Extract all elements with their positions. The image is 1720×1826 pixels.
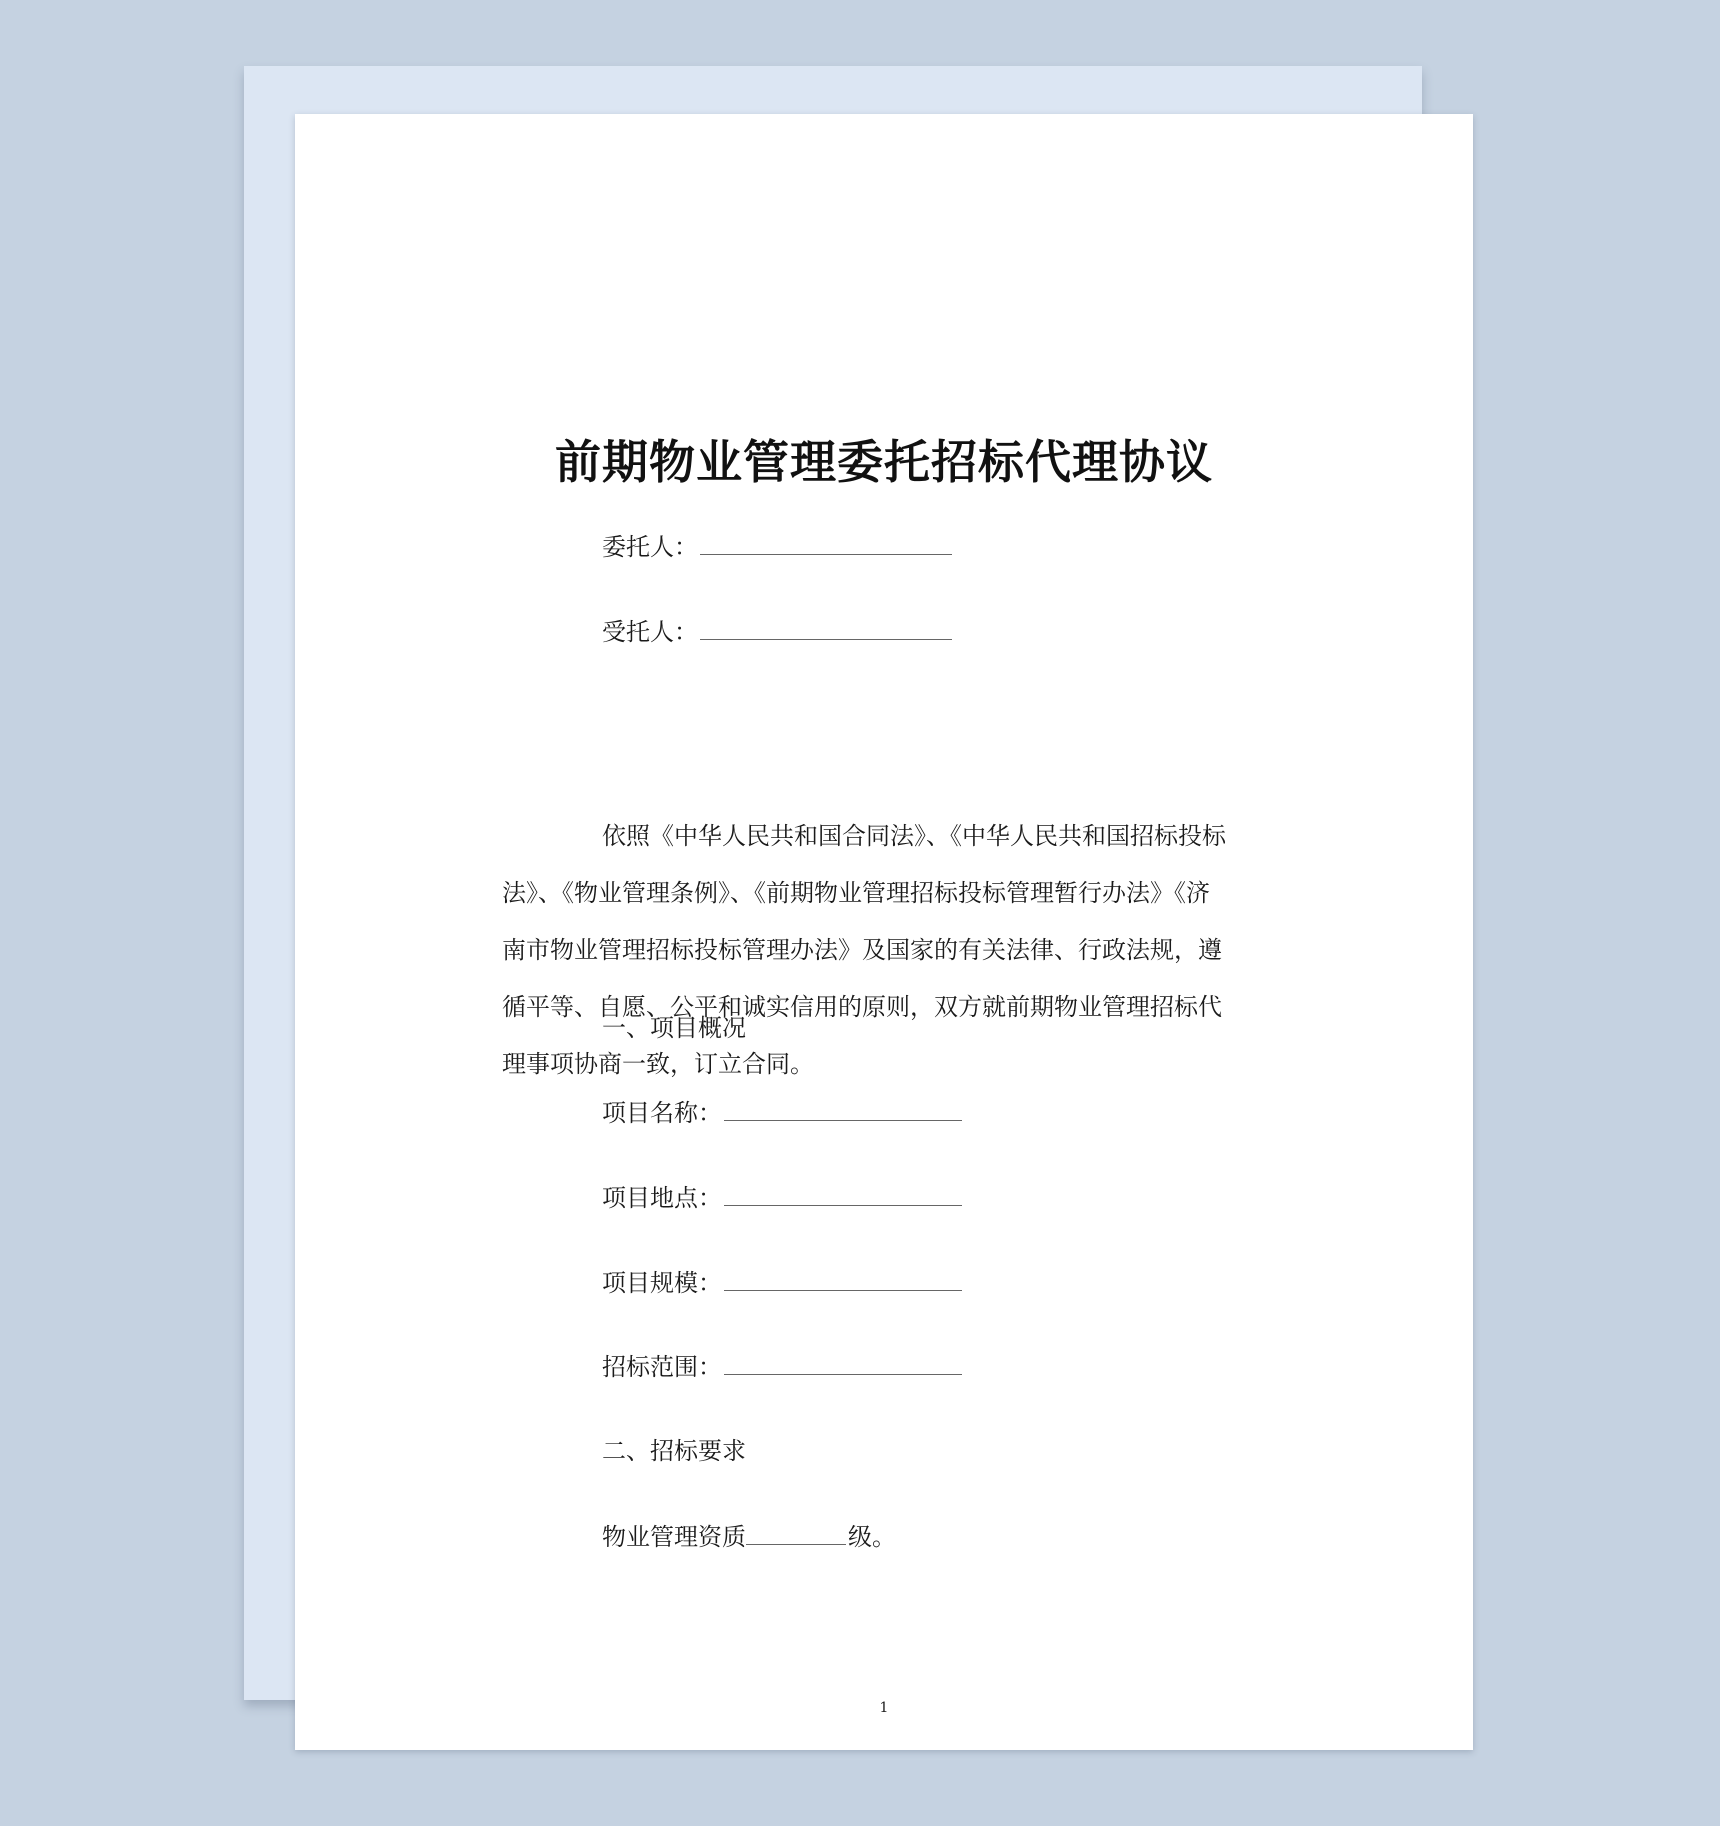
- intro-paragraph: [502, 808, 1262, 1093]
- tender-scope-label: 招标范围：: [602, 1353, 722, 1381]
- qualification-line: [602, 1520, 896, 1553]
- principal-line: [602, 530, 952, 563]
- project-name-blank[interactable]: [724, 1096, 962, 1121]
- project-name-label: 项目名称：: [602, 1099, 722, 1127]
- project-scale-blank[interactable]: [724, 1266, 962, 1291]
- document-title: 前期物业管理委托招标代理协议: [555, 435, 1213, 489]
- project-scale-line: [602, 1266, 962, 1299]
- intro-line: 南市物业管理招标投标管理办法》及国家的有关法律、行政法规，遵: [502, 936, 1222, 964]
- project-scale-label: 项目规模：: [602, 1269, 722, 1297]
- intro-line: 循平等、自愿、公平和诚实信用的原则，双方就前期物业管理招标代: [502, 993, 1222, 1021]
- project-location-label: 项目地点：: [602, 1184, 722, 1212]
- qualification-prefix: 物业管理资质: [602, 1523, 746, 1551]
- tender-scope-blank[interactable]: [724, 1350, 962, 1375]
- intro-line: 理事项协商一致，订立合同。: [502, 1050, 814, 1078]
- project-location-blank[interactable]: [724, 1181, 962, 1206]
- document-page: [295, 114, 1473, 1750]
- tender-scope-line: [602, 1350, 962, 1383]
- agent-label: 受托人：: [602, 618, 698, 646]
- section2-heading: 二、招标要求: [602, 1437, 746, 1465]
- qualification-blank[interactable]: [746, 1520, 846, 1545]
- section1-heading: 一、项目概况: [602, 1014, 746, 1042]
- project-location-line: [602, 1181, 962, 1214]
- agent-blank[interactable]: [700, 615, 952, 640]
- intro-line: 法》、《物业管理条例》、《前期物业管理招标投标管理暂行办法》《济: [502, 879, 1210, 907]
- principal-blank[interactable]: [700, 530, 952, 555]
- project-name-line: [602, 1096, 962, 1129]
- page-number: 1: [879, 1700, 889, 1716]
- agent-line: [602, 615, 952, 648]
- qualification-suffix: 级。: [848, 1523, 896, 1551]
- intro-line: 依照《中华人民共和国合同法》、《中华人民共和国招标投标: [602, 822, 1226, 850]
- principal-label: 委托人：: [602, 533, 698, 561]
